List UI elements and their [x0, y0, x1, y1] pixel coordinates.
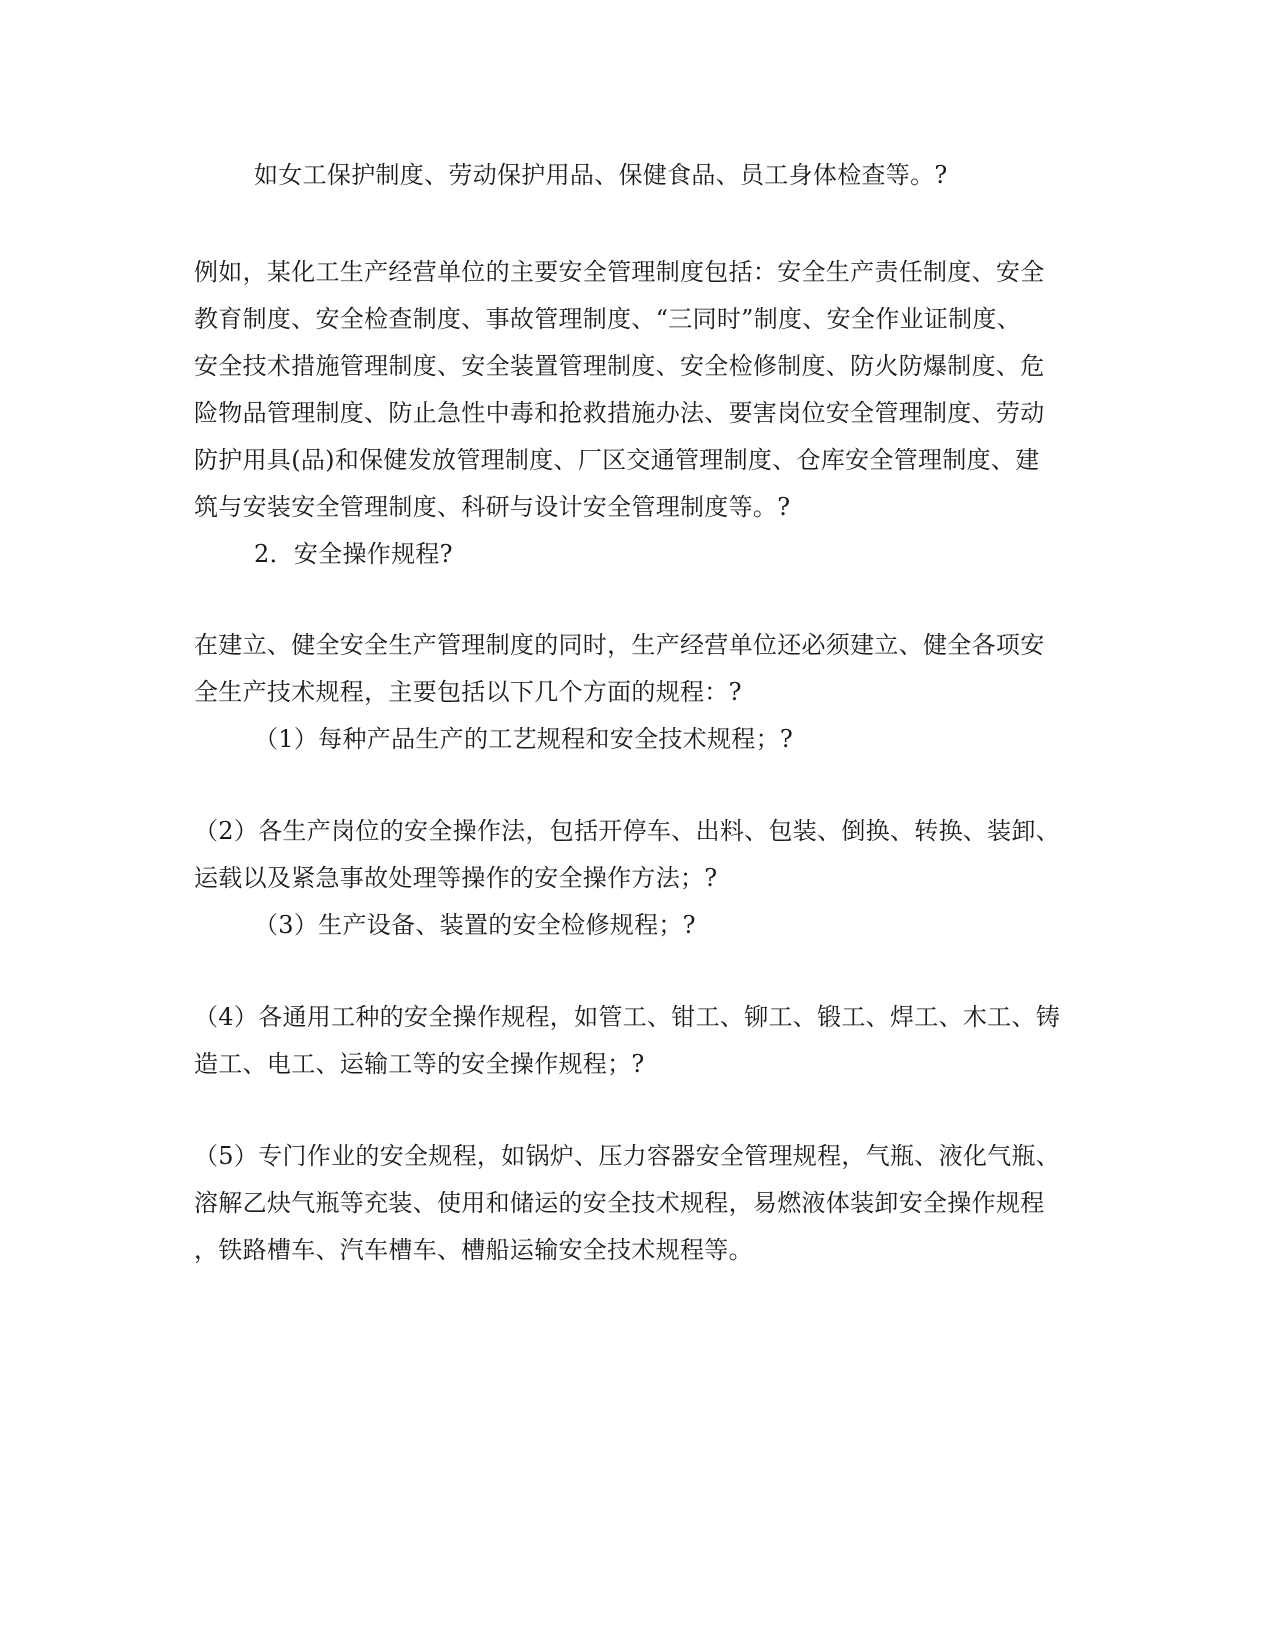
list-item: （3）生产设备、装置的安全检修规程；? — [254, 911, 696, 939]
text-line: 筑与安装安全管理制度、科研与设计安全管理制度等。? — [194, 493, 791, 521]
section-heading: 2．安全操作规程? — [254, 540, 453, 568]
text-line: 溶解乙炔气瓶等充装、使用和储运的安全技术规程，易燃液体装卸安全操作规程 — [194, 1189, 1045, 1217]
list-item: （1）每种产品生产的工艺规程和安全技术规程；? — [254, 725, 794, 753]
text-line: 在建立、健全安全生产管理制度的同时，生产经营单位还必须建立、健全各项安 — [194, 631, 1045, 659]
list-item: （4）各通用工种的安全操作规程，如管工、钳工、铆工、锻工、焊工、木工、铸 — [194, 1003, 1061, 1031]
text-line: 如女工保护制度、劳动保护用品、保健食品、员工身体检查等。? — [254, 161, 948, 189]
list-item: （2）各生产岗位的安全操作法，包括开停车、出料、包装、倒换、转换、装卸、 — [194, 817, 1061, 845]
text-line: ，铁路槽车、汽车槽车、槽船运输安全技术规程等。 — [194, 1236, 753, 1264]
text-line: 安全技术措施管理制度、安全装置管理制度、安全检修制度、防火防爆制度、危 — [194, 352, 1045, 380]
text-line: 教育制度、安全检查制度、事故管理制度、“三同时”制度、安全作业证制度、 — [194, 305, 1022, 333]
text-line: 运载以及紧急事故处理等操作的安全操作方法；? — [194, 864, 718, 892]
text-line: 例如，某化工生产经营单位的主要安全管理制度包括：安全生产责任制度、安全 — [194, 258, 1045, 286]
text-line: 险物品管理制度、防止急性中毒和抢救措施办法、要害岗位安全管理制度、劳动 — [194, 399, 1045, 427]
text-line: 防护用具(品)和保健发放管理制度、厂区交通管理制度、仓库安全管理制度、建 — [194, 446, 1040, 474]
text-line: 造工、电工、运输工等的安全操作规程；? — [194, 1050, 645, 1078]
text-line: 全生产技术规程，主要包括以下几个方面的规程：? — [194, 678, 742, 706]
list-item: （5）专门作业的安全规程，如锅炉、压力容器安全管理规程，气瓶、液化气瓶、 — [194, 1142, 1061, 1170]
